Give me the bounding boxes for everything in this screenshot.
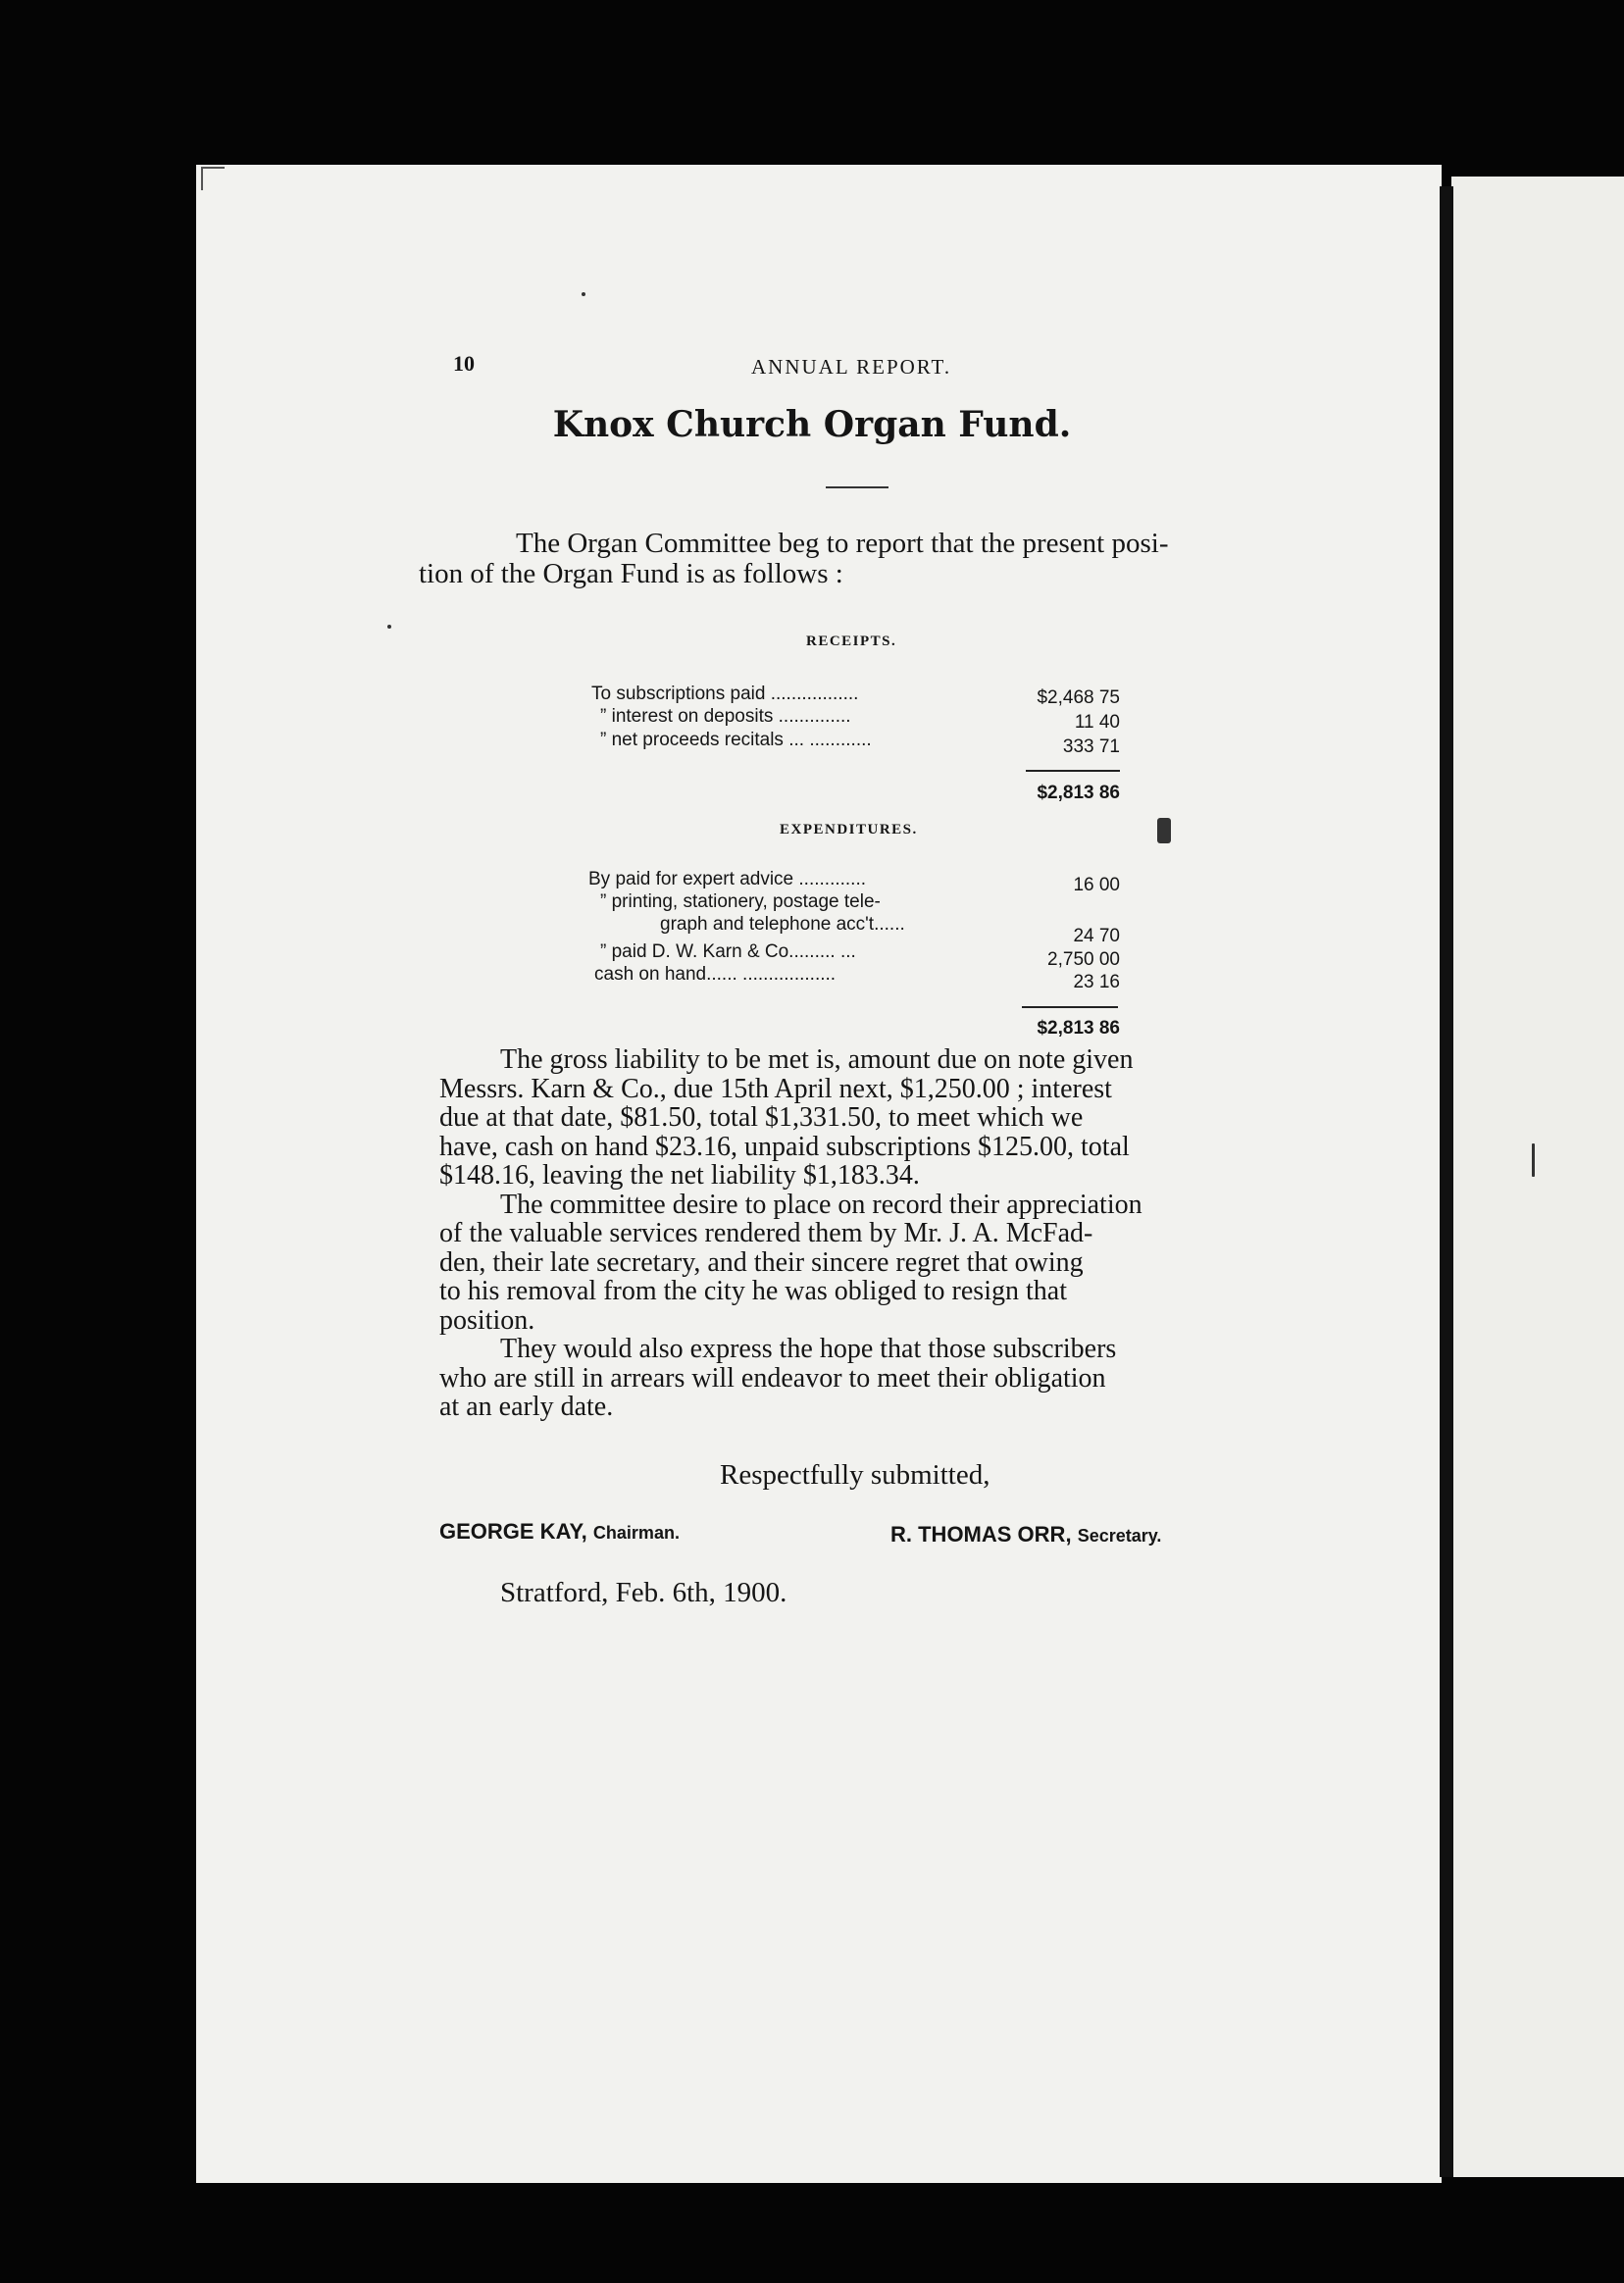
page-title: Knox Church Organ Fund. bbox=[552, 404, 1072, 445]
expenditure-label: By paid for expert advice ............. bbox=[588, 869, 867, 889]
page-corner-mark bbox=[201, 167, 225, 190]
expenditure-label: cash on hand...... .................. bbox=[594, 964, 837, 985]
scan-speck bbox=[387, 625, 391, 629]
signer-title: Chairman. bbox=[592, 1523, 680, 1543]
page-number: 10 bbox=[453, 351, 475, 376]
body-line: den, their late secretary, and their sincere regret that owing bbox=[439, 1246, 1084, 1278]
title-rule bbox=[826, 486, 888, 488]
expenditure-label: ” paid D. W. Karn & Co......... ... bbox=[600, 941, 856, 962]
scan-speck bbox=[582, 292, 585, 296]
receipt-label: To subscriptions paid ................. bbox=[591, 684, 859, 704]
receipt-amount: $2,468 75 bbox=[1037, 687, 1120, 708]
expenditure-amount: 23 16 bbox=[1073, 972, 1120, 992]
expenditures-total: $2,813 86 bbox=[1037, 1018, 1120, 1039]
signer-title: Secretary. bbox=[1077, 1526, 1162, 1546]
receipts-heading: RECEIPTS. bbox=[806, 634, 897, 649]
expenditures-heading: EXPENDITURES. bbox=[780, 822, 918, 837]
total-rule bbox=[1022, 1006, 1118, 1008]
closing-line: Respectfully submitted, bbox=[720, 1459, 990, 1491]
signature-secretary bbox=[890, 1522, 1161, 1547]
signature-chairman bbox=[439, 1519, 680, 1545]
body-line: The gross liability to be met is, amount due on note given bbox=[500, 1044, 1134, 1075]
expenditure-amount: 16 00 bbox=[1073, 875, 1120, 895]
intro-line: The Organ Committee beg to report that the present posi- bbox=[516, 528, 1169, 559]
body-text bbox=[439, 1045, 1253, 1422]
body-line: $148.16, leaving the net liability $1,183.34. bbox=[439, 1160, 920, 1191]
body-line: due at that date, $81.50, total $1,331.50, to meet which we bbox=[439, 1102, 1084, 1133]
body-line: Messrs. Karn & Co., due 15th April next, $1,250.00 ; interest bbox=[439, 1073, 1112, 1104]
body-line: They would also express the hope that those subscribers bbox=[500, 1334, 1117, 1364]
total-rule bbox=[1026, 770, 1120, 772]
receipt-amount: 333 71 bbox=[1062, 736, 1120, 757]
receipt-label: ” net proceeds recitals ... ............ bbox=[600, 730, 872, 750]
signer-name: R. THOMAS ORR, bbox=[890, 1522, 1072, 1547]
body-line: The committee desire to place on record their appreciation bbox=[500, 1189, 1142, 1220]
receipts-total: $2,813 86 bbox=[1037, 783, 1120, 803]
ink-blot bbox=[1157, 818, 1171, 843]
running-head: ANNUAL REPORT. bbox=[751, 355, 952, 379]
expenditure-label: graph and telephone acc't...... bbox=[660, 914, 905, 935]
signer-name: GEORGE KAY, bbox=[439, 1519, 587, 1544]
scan-mark bbox=[1532, 1143, 1535, 1177]
expenditure-amount: 2,750 00 bbox=[1047, 949, 1120, 970]
facing-page-edge bbox=[1451, 177, 1624, 2177]
receipt-amount: 11 40 bbox=[1074, 712, 1120, 733]
binding-gutter bbox=[1440, 186, 1453, 2177]
expenditure-label: ” printing, stationery, postage tele- bbox=[600, 891, 881, 912]
receipt-label: ” interest on deposits .............. bbox=[600, 706, 851, 727]
body-line: at an early date. bbox=[439, 1392, 614, 1422]
body-line: position. bbox=[439, 1304, 535, 1336]
dateline: Stratford, Feb. 6th, 1900. bbox=[500, 1577, 787, 1608]
body-line: of the valuable services rendered them by Mr. J. A. McFad- bbox=[439, 1218, 1093, 1248]
body-line: to his removal from the city he was obliged to resign that bbox=[439, 1276, 1067, 1306]
body-line: who are still in arrears will endeavor to meet their obligation bbox=[439, 1362, 1106, 1394]
body-line: have, cash on hand $23.16, unpaid subscriptions $125.00, total bbox=[439, 1131, 1130, 1162]
expenditure-amount: 24 70 bbox=[1073, 926, 1120, 946]
intro-paragraph bbox=[419, 528, 1257, 589]
intro-line: tion of the Organ Fund is as follows : bbox=[419, 558, 843, 589]
